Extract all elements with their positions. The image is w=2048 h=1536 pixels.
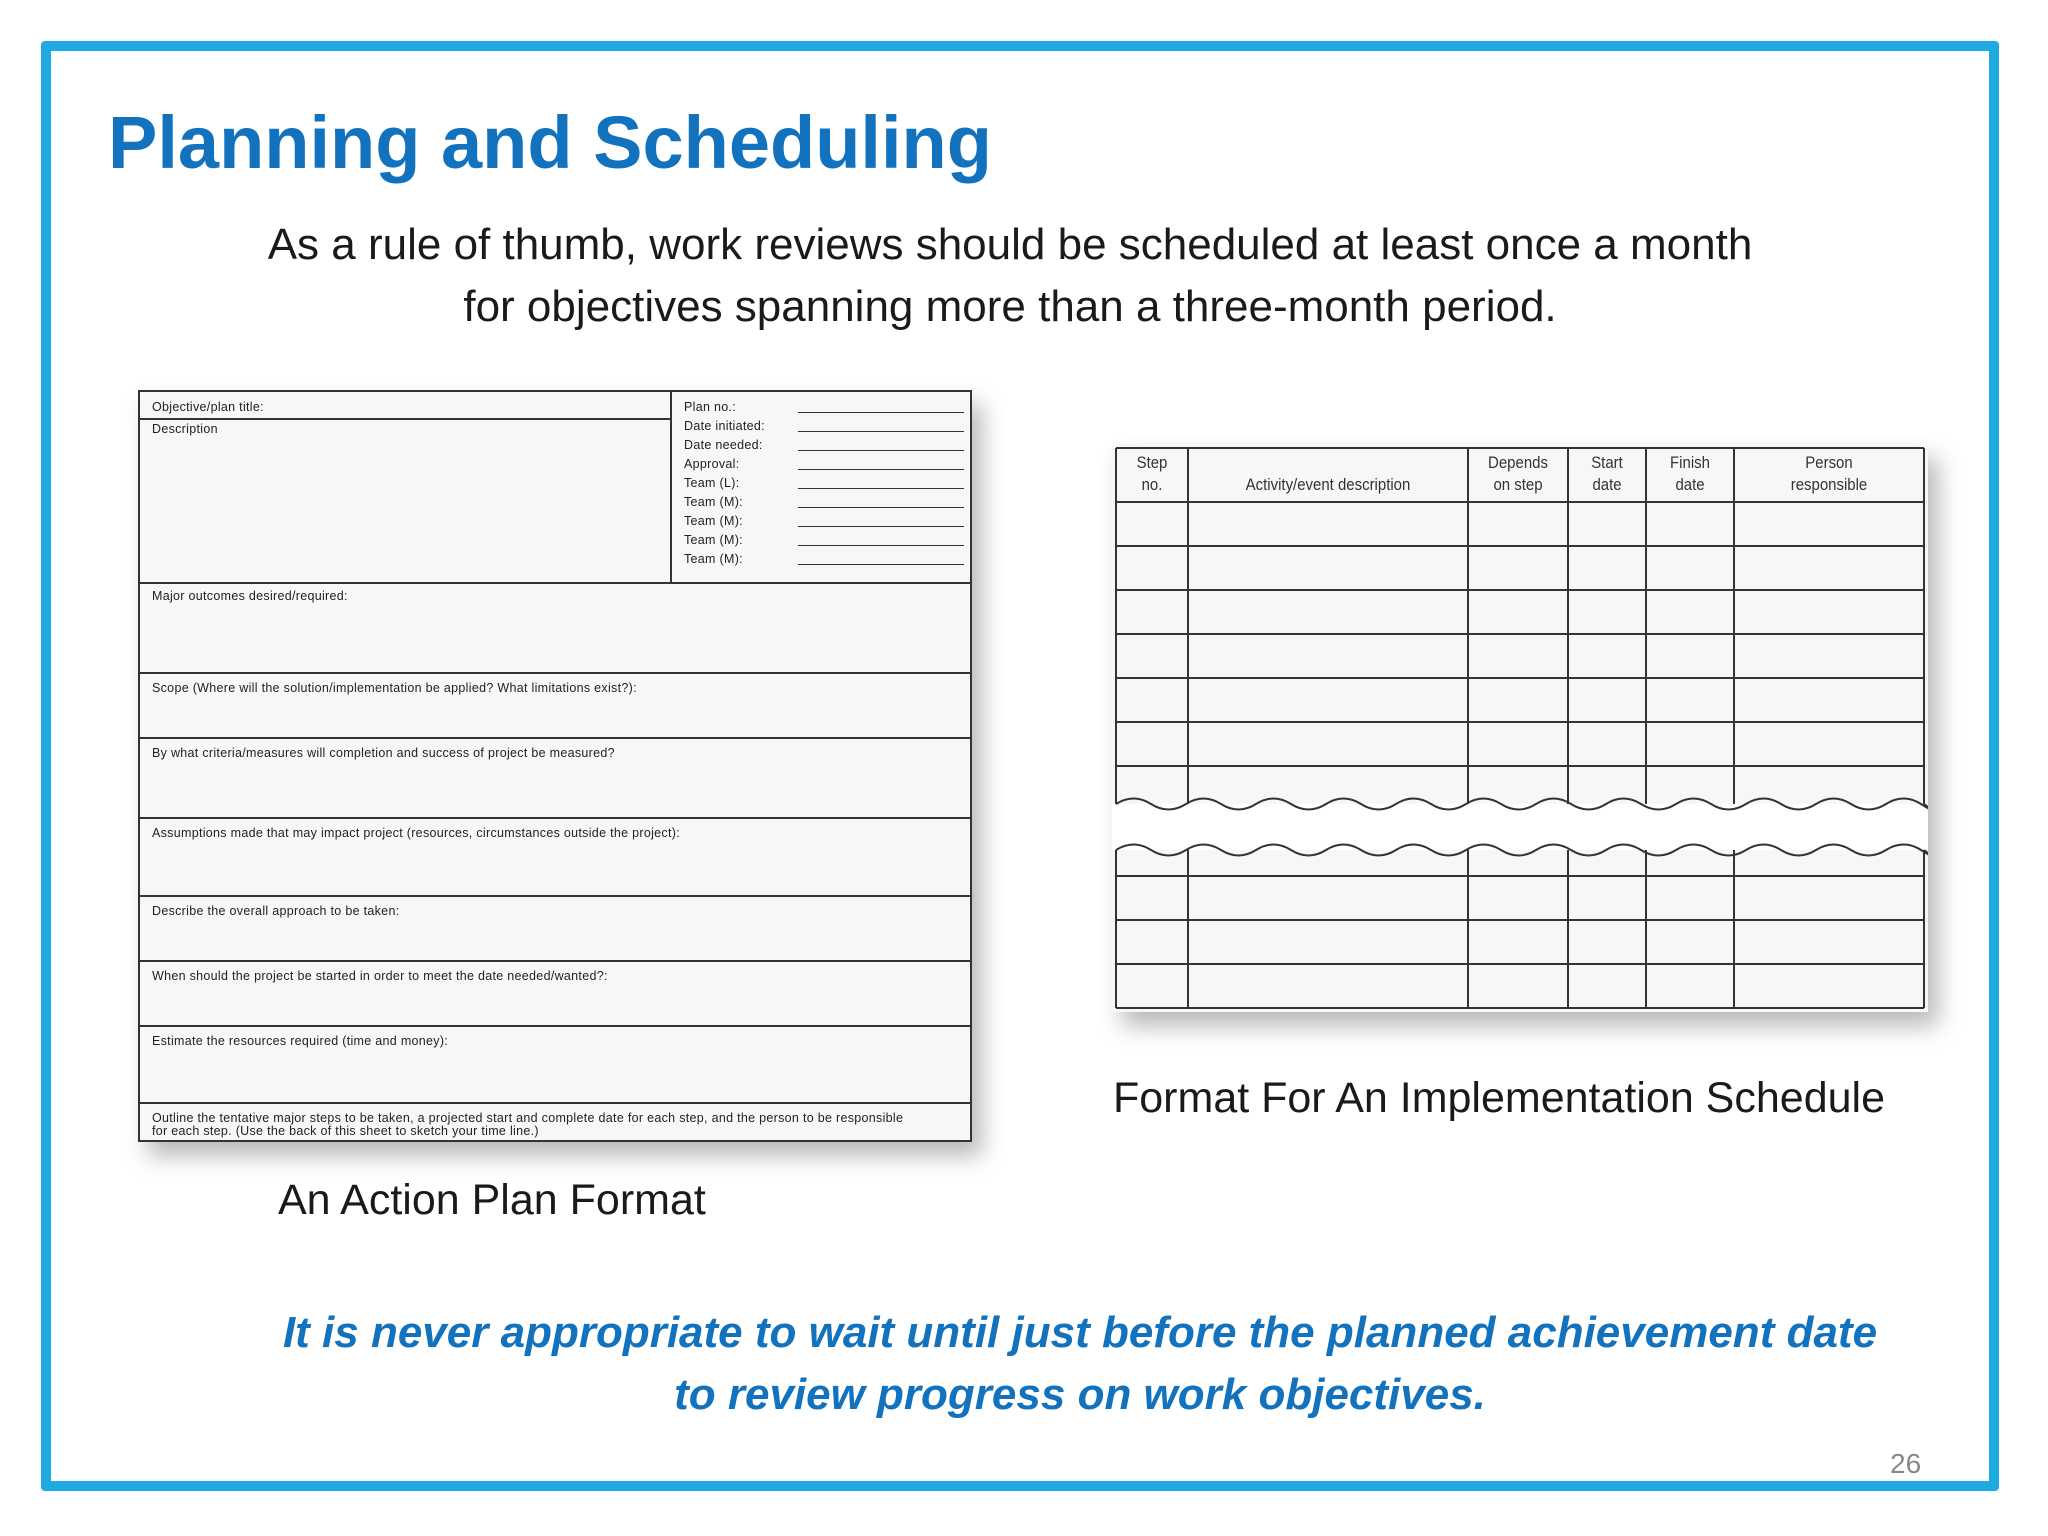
meta-label: Team (M): [684, 495, 743, 509]
meta-label: Team (M): [684, 533, 743, 547]
header-depends-on-step: Depends on step [1488, 453, 1548, 494]
meta-line [798, 545, 964, 546]
meta-label: Approval: [684, 457, 740, 471]
meta-line [798, 469, 964, 470]
action-plan-title-block [140, 392, 672, 582]
section-label: Outline the tentative major steps to be taken, a projected start and complete date for each step, and the person to be responsible for each step. (Use the back of this sheet to sketch your time line.) [152, 1111, 904, 1138]
section-start-date [140, 962, 970, 1027]
section-approach [140, 897, 970, 962]
header-step-no: Step no. [1136, 453, 1168, 494]
meta-line [798, 507, 964, 508]
section-criteria [140, 739, 970, 819]
objective-title-row [140, 392, 670, 420]
plan-meta-row [684, 438, 964, 457]
section-label: By what criteria/measures will completion and success of project be measured? [152, 746, 615, 760]
section-label: Describe the overall approach to be taken: [152, 904, 400, 918]
slide-title: Planning and Scheduling [108, 101, 992, 184]
meta-label: Team (M): [684, 514, 743, 528]
meta-line [798, 431, 964, 432]
note-line-2: to review progress on work objectives. [674, 1370, 1486, 1419]
plan-meta-row [684, 495, 964, 514]
section-label: When should the project be started in order to meet the date needed/wanted?: [152, 969, 608, 983]
section-major-outcomes [140, 582, 970, 674]
intro-line-1: As a rule of thumb, work reviews should be scheduled at least once a month [267, 220, 1753, 269]
meta-label: Date initiated: [684, 419, 765, 433]
meta-line [798, 450, 964, 451]
header-activity-description: Activity/event description [1245, 475, 1411, 494]
meta-label: Plan no.: [684, 400, 737, 414]
section-scope [140, 674, 970, 739]
action-plan-form [138, 390, 972, 1142]
section-resources [140, 1027, 970, 1104]
plan-meta-row [684, 552, 964, 571]
schedule-caption: Format For An Implementation Schedule [1113, 1074, 1885, 1122]
intro-text [150, 214, 1870, 338]
implementation-schedule-table [1112, 444, 1928, 1012]
meta-label: Team (L): [684, 476, 740, 490]
objective-title-label: Objective/plan title: [152, 400, 264, 414]
section-label: Major outcomes desired/required: [152, 589, 348, 603]
plan-meta-row [684, 533, 964, 552]
description-label: Description [152, 422, 218, 436]
intro-line-2: for objectives spanning more than a three-month period. [463, 282, 1557, 331]
page-number: 26 [1890, 1448, 1922, 1479]
plan-meta-row [684, 514, 964, 533]
meta-line [798, 488, 964, 489]
plan-meta-row [684, 457, 964, 476]
section-label: Scope (Where will the solution/implementation be applied? What limitations exist?): [152, 681, 637, 695]
schedule-grid [1112, 444, 1928, 1012]
section-label: Estimate the resources required (time and money): [152, 1034, 449, 1048]
plan-meta-fields [684, 400, 964, 571]
plan-meta-row [684, 419, 964, 438]
note-line-1: It is never appropriate to wait until just before the planned achievement date [282, 1308, 1878, 1357]
meta-line [798, 564, 964, 565]
meta-label: Team (M): [684, 552, 743, 566]
action-plan-header [140, 392, 970, 584]
meta-label: Date needed: [684, 438, 763, 452]
plan-meta-row [684, 400, 964, 419]
highlight-note [150, 1302, 2010, 1426]
header-finish-date: Finish date [1670, 453, 1710, 494]
plan-meta-row [684, 476, 964, 495]
meta-line [798, 412, 964, 413]
action-plan-caption: An Action Plan Format [278, 1176, 706, 1224]
section-assumptions [140, 819, 970, 897]
header-start-date: Start date [1591, 453, 1623, 494]
meta-line [798, 526, 964, 527]
header-person-responsible: Person responsible [1790, 453, 1868, 494]
section-major-steps [140, 1104, 970, 1140]
table-break-band [1112, 804, 1928, 850]
section-label: Assumptions made that may impact project (resources, circumstances outside the project): [152, 826, 680, 840]
